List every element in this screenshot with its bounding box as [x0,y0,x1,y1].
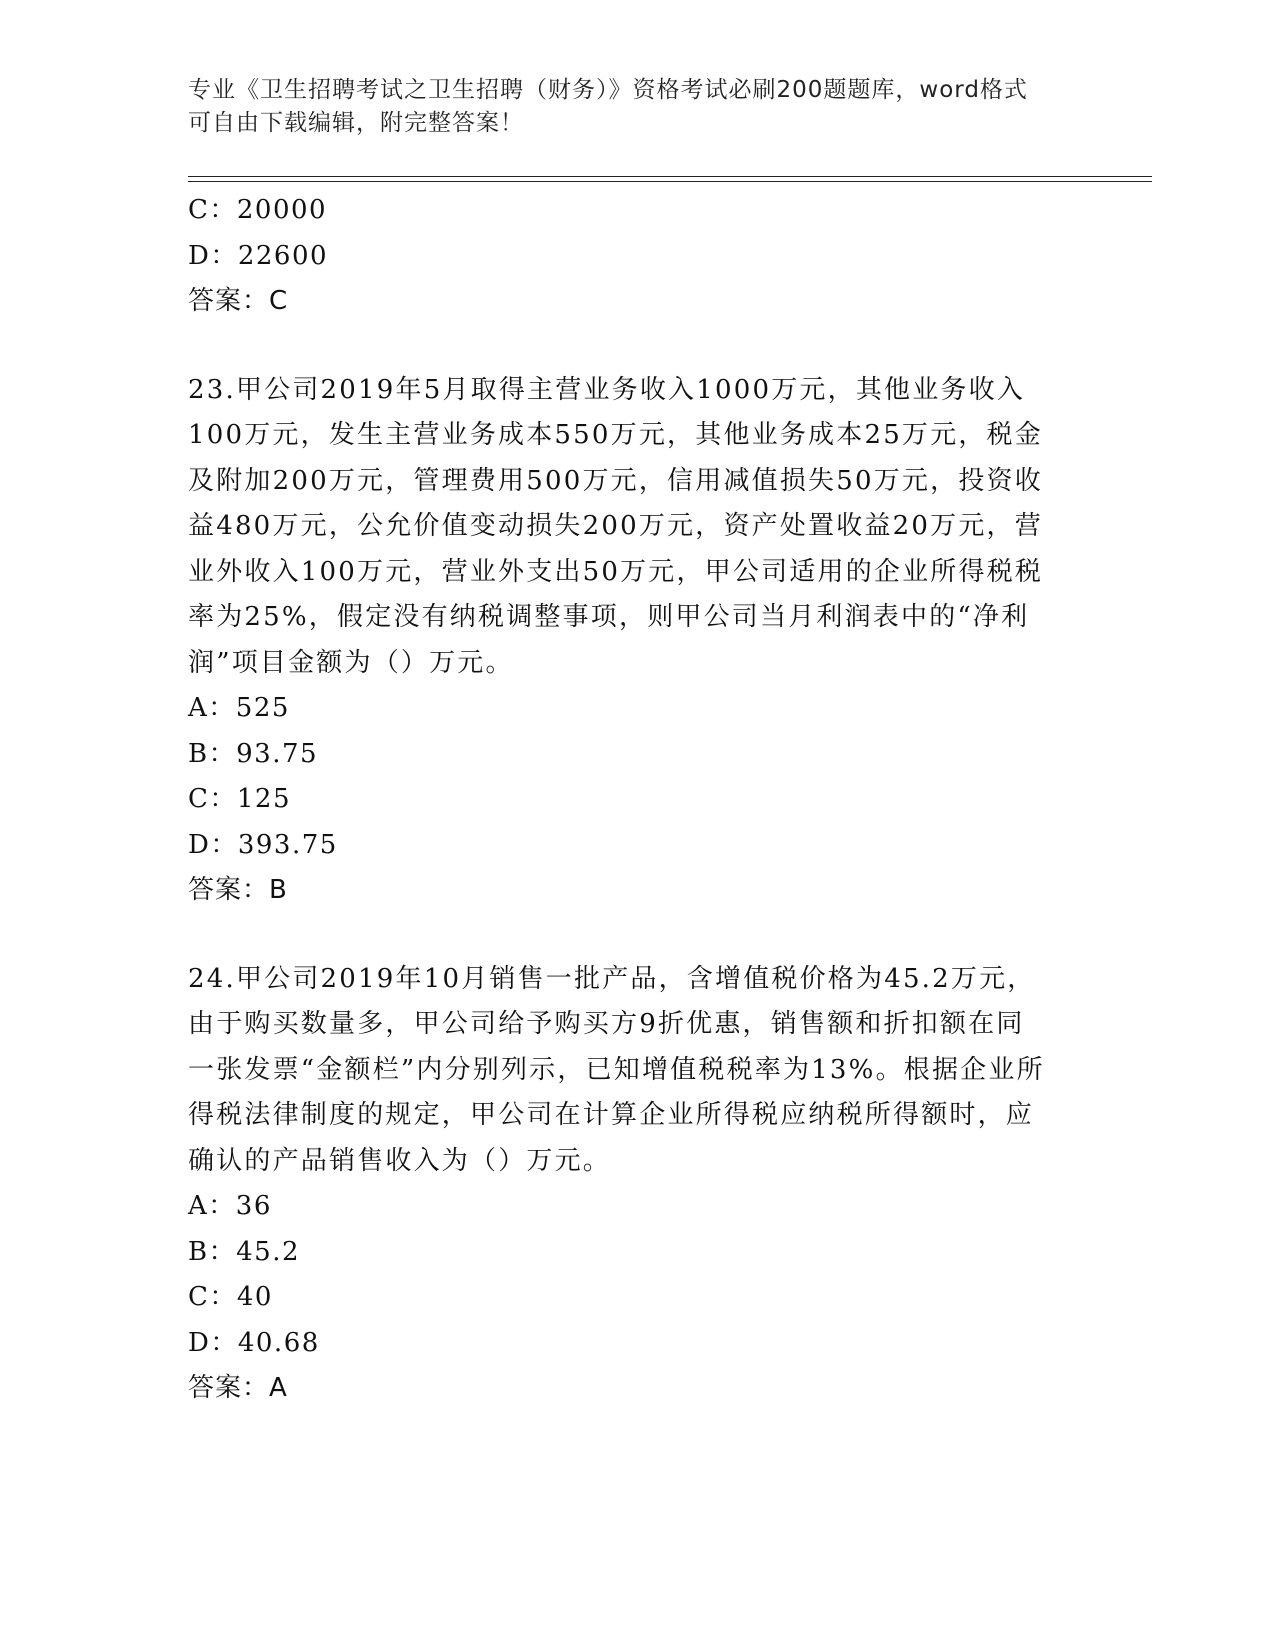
q23-stem-line: 及附加200万元，管理费用500万元，信用减值损失50万元，投资收 [188,465,1043,496]
q22-option-c: C：20000 [188,195,328,225]
q23-stem-line: 率为25%，假定没有纳税调整事项，则甲公司当月利润表中的“净利 [188,602,1030,632]
q23-option-b: B：93.75 [188,738,319,769]
q23-answer: 答案：B [188,875,288,905]
header-line-1: 专业《卫生招聘考试之卫生招聘（财务）》资格考试必刷200题题库，word格式 [188,77,1028,103]
document-header [188,74,1068,140]
q23-stem-line: 100万元，发生主营业务成本550万元，其他业务成本25万元，税金 [188,420,1043,450]
header-divider-top [188,176,1152,177]
q24-stem-line: 确认的产品销售收入为（）万元。 [188,1145,612,1176]
q22-option-d: D：22600 [188,240,329,271]
q23-stem-line: 润”项目金额为（）万元。 [188,647,514,678]
q24-stem-line: 一张发票“金额栏”内分别列示，已知增值税税率为13%。根据企业所 [188,1054,1045,1085]
q23-option-c: C：125 [188,784,292,814]
q23-stem-line: 益480万元，公允价值变动损失200万元，资产处置收益20万元，营 [188,511,1043,541]
q24-option-c: C：40 [188,1282,273,1312]
question-23 [188,368,1088,914]
q23-stem-line: 业外收入100万元，营业外支出50万元，甲公司适用的企业所得税税 [188,556,1044,587]
header-divider-bottom [188,181,1152,182]
q24-option-a: A：36 [188,1191,272,1221]
q24-stem-line: 得税法律制度的规定，甲公司在计算企业所得税应纳税所得额时，应 [188,1100,1035,1130]
document-body [188,188,1088,1412]
q24-answer: 答案：A [188,1373,288,1403]
q24-option-b: B：45.2 [188,1236,300,1267]
q24-option-d: D：40.68 [188,1327,320,1358]
q22-answer: 答案：C [188,286,289,316]
question-22-tail [188,188,1088,325]
q23-option-a: A：525 [188,693,290,723]
spacer [188,325,1088,368]
q23-stem-line: 23.甲公司2019年5月取得主营业务收入1000万元，其他业务收入 [188,374,1026,405]
question-24 [188,957,1088,1412]
header-line-2: 可自由下载编辑，附完整答案！ [188,110,524,136]
q24-stem-line: 由于购买数量多，甲公司给予购买方9折优惠，销售额和折扣额在同 [188,1009,1025,1039]
q24-stem-line: 24.甲公司2019年10月销售一批产品，含增值税价格为45.2万元， [188,963,1036,994]
q23-option-d: D：393.75 [188,829,338,860]
spacer [188,914,1088,957]
